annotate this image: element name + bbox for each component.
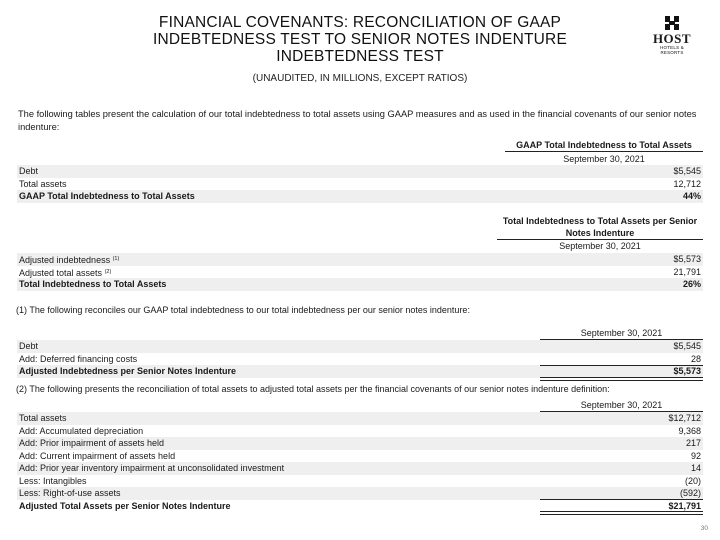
row-label: Debt	[19, 166, 39, 176]
table2-heading	[497, 215, 703, 239]
row-label: Less: Right-of-use assets	[19, 488, 121, 498]
table-row	[17, 450, 703, 463]
table-row	[17, 462, 703, 475]
table-row	[17, 178, 703, 191]
table-row	[17, 253, 703, 266]
row-value: 12,712	[673, 178, 701, 189]
row-value: 26%	[682, 279, 701, 289]
table1-date: September 30, 2021	[563, 154, 645, 164]
table-row-total	[17, 190, 703, 203]
host-logo-mark-icon	[665, 16, 679, 30]
table2	[17, 253, 703, 291]
table-row	[17, 412, 703, 425]
row-value: $12,712	[668, 413, 701, 423]
intro-paragraph: The following tables present the calculation of our total indebtedness to total assets using GAAP measures and as used in the financial covenants of our senior notes indenture:	[18, 109, 697, 132]
note1-subtotal-rule	[540, 365, 703, 366]
table2-heading-line-1: Total Indebtedness to Total Assets per Senior	[502, 216, 698, 226]
logo-wordmark: HOST	[652, 31, 692, 46]
note2-total-double-rule	[540, 511, 703, 515]
note1-date: September 30, 2021	[580, 328, 663, 338]
row-value: $5,545	[673, 341, 701, 351]
row-label: Total assets	[19, 413, 67, 423]
row-label: Less: Intangibles	[19, 475, 87, 486]
table-row	[17, 437, 703, 450]
row-value: 14	[690, 463, 701, 473]
row-label: Total Indebtedness to Total Assets	[19, 279, 167, 289]
page-number: 30	[700, 525, 708, 532]
row-label: Debt	[19, 341, 39, 351]
table-row	[17, 425, 703, 438]
row-label: Adjusted indebtedness $^{(1)}$	[19, 255, 120, 265]
note2-date: September 30, 2021	[580, 400, 663, 410]
title-line-2: INDEBTEDNESS TEST TO SENIOR NOTES INDENTURE	[153, 31, 567, 48]
row-value: 44%	[682, 191, 701, 201]
row-value: (592)	[679, 488, 701, 498]
table2-heading-line-2: Notes Indenture	[565, 228, 635, 238]
row-value: $5,573	[673, 366, 701, 376]
row-label: Add: Accumulated depreciation	[19, 425, 144, 436]
row-value: 28	[690, 353, 701, 364]
row-value: 21,791	[673, 266, 701, 277]
row-label: GAAP Total Indebtedness to Total Assets	[19, 191, 195, 201]
table-row	[17, 487, 703, 500]
table-row	[17, 340, 703, 353]
note1-total-double-rule	[540, 377, 703, 381]
row-label: Add: Prior year inventory impairment at unconsolidated investment	[19, 463, 285, 473]
row-label: Adjusted Total Assets per Senior Notes Indenture	[19, 500, 231, 511]
note2-subtotal-rule	[540, 499, 703, 500]
row-value: 92	[690, 450, 701, 461]
note2-text: (2) The following presents the reconciliation of total assets to adjusted total assets per the financial covenants of our senior notes indenture definition:	[16, 384, 610, 394]
table-row	[17, 266, 703, 279]
row-label: Add: Deferred financing costs	[19, 353, 138, 364]
table1	[17, 165, 703, 203]
row-label: Adjusted total assets $^{(2)}$	[19, 267, 112, 278]
table-row	[17, 165, 703, 178]
table-row	[17, 475, 703, 488]
table2-date: September 30, 2021	[559, 241, 641, 251]
row-label: Adjusted Indebtedness per Senior Notes Indenture	[19, 366, 237, 376]
row-label: Add: Current impairment of assets held	[19, 450, 176, 461]
title-line-3: INDEBTEDNESS TEST	[276, 48, 444, 65]
row-value: $21,791	[668, 500, 701, 511]
row-label: Total assets	[19, 178, 67, 189]
table-row-total	[17, 278, 703, 291]
table-row	[17, 353, 703, 366]
row-value: $5,573	[673, 254, 701, 264]
note1-table	[17, 340, 703, 378]
row-label: Add: Prior impairment of assets held	[19, 438, 165, 448]
page-subtitle: (UNAUDITED, IN MILLIONS, EXCEPT RATIOS)	[252, 73, 468, 84]
row-value: 217	[685, 438, 701, 448]
title-line-1: FINANCIAL COVENANTS: RECONCILIATION OF GAAP	[158, 14, 562, 31]
table1-heading-rule	[505, 151, 703, 152]
row-value: 9,368	[678, 425, 701, 436]
row-value: $5,545	[673, 166, 701, 176]
row-value: (20)	[684, 475, 701, 486]
logo-tagline: HOTELS & RESORTS	[660, 45, 684, 55]
table-row-total	[17, 365, 703, 378]
note2-table	[17, 412, 703, 512]
table1-heading: GAAP Total Indebtedness to Total Assets	[516, 140, 692, 150]
note1-text: (1) The following reconciles our GAAP total indebtedness to our total indebtedness per our senior notes indenture:	[16, 305, 470, 315]
page-title	[110, 14, 610, 65]
host-logo	[650, 16, 694, 55]
